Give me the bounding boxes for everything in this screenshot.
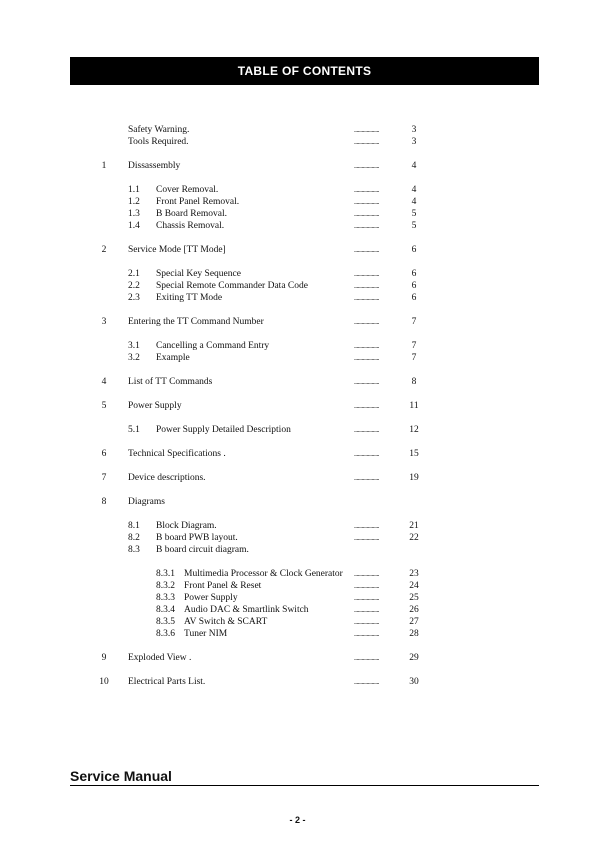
toc-entry (0, 544, 595, 556)
toc-entry-number: 8.3.2 (156, 581, 175, 591)
toc-entry-number: 7 (101, 473, 107, 483)
toc-entry-label: Technical Specifications . (128, 449, 226, 459)
toc-entry-page: 4 (411, 161, 417, 171)
toc-entry (0, 136, 595, 148)
toc-entry-number: 3.1 (128, 341, 140, 351)
toc-entry (0, 448, 595, 460)
toc-entry-number: 2.1 (128, 269, 140, 279)
toc-leader-dots: .................... (354, 138, 379, 146)
toc-entry-number: 10 (99, 677, 109, 687)
toc-leader-dots: .................... (354, 198, 379, 206)
toc-leader-dots: .................... (354, 570, 379, 578)
toc-leader-dots: .................... (354, 210, 379, 218)
toc-entry-number: 1.1 (128, 185, 140, 195)
toc-entry-page: 11 (409, 401, 419, 411)
toc-entry-page: 29 (409, 653, 419, 663)
toc-leader-dots: .................... (354, 354, 379, 362)
toc-leader-dots: .................... (354, 162, 379, 170)
toc-leader-dots: .................... (354, 270, 379, 278)
toc-leader-dots: .................... (354, 654, 379, 662)
toc-entry (0, 568, 595, 580)
toc-entry-label: Multimedia Processor & Clock Generator (184, 569, 343, 579)
toc-leader-dots: .................... (354, 246, 379, 254)
toc-leader-dots: .................... (354, 294, 379, 302)
toc-entry (0, 592, 595, 604)
toc-leader-dots: .................... (354, 126, 379, 134)
toc-entry-label: Electrical Parts List. (128, 677, 206, 687)
toc-entry-label: Dissassembly (128, 161, 181, 171)
toc-entry-page: 7 (411, 341, 417, 351)
toc-entry-label: Tools Required. (128, 137, 189, 147)
toc-entry-label: Front Panel Removal. (156, 197, 240, 207)
toc-entry-label: Chassis Removal. (156, 221, 225, 231)
toc-entry-label: Safety Warning. (128, 125, 190, 135)
toc-entry (0, 208, 595, 220)
toc-leader-dots: .................... (354, 282, 379, 290)
toc-entry-number: 8.3.4 (156, 605, 175, 615)
toc-leader-dots: .................... (354, 678, 379, 686)
toc-entry (0, 520, 595, 532)
toc-entry (0, 532, 595, 544)
toc-entry-label: Diagrams (128, 497, 165, 507)
toc-entry-label: Example (156, 353, 190, 363)
toc-entry-page: 8 (411, 377, 417, 387)
toc-entry-label: Tuner NIM (184, 629, 228, 639)
toc-entry (0, 196, 595, 208)
toc-header-banner (70, 57, 539, 85)
toc-entry-number: 4 (101, 377, 107, 387)
toc-entry-number: 8.1 (128, 521, 140, 531)
toc-entry-number: 1.3 (128, 209, 140, 219)
toc-entry-label: Power Supply (184, 593, 238, 603)
toc-entry-label: B board circuit diagram. (156, 545, 249, 555)
toc-entry-number: 8.3.5 (156, 617, 175, 627)
toc-entry-number: 6 (101, 449, 107, 459)
toc-entry-page: 26 (409, 605, 419, 615)
footer-title: Service Manual (70, 768, 172, 784)
toc-entry-number: 8.2 (128, 533, 140, 543)
toc-entry (0, 316, 595, 328)
toc-leader-dots: .................... (354, 222, 379, 230)
toc-leader-dots: .................... (354, 186, 379, 194)
toc-entry-label: B board PWB layout. (156, 533, 238, 543)
toc-entry-label: Cover Removal. (156, 185, 219, 195)
toc-entry-page: 27 (409, 617, 419, 627)
toc-entry-page: 6 (411, 281, 417, 291)
toc-entry-page: 23 (409, 569, 419, 579)
toc-entry-label: Front Panel & Reset (184, 581, 262, 591)
toc-entry-page: 5 (411, 221, 417, 231)
toc-entry-page: 15 (409, 449, 419, 459)
toc-entry-page: 25 (409, 593, 419, 603)
toc-entry (0, 424, 595, 436)
toc-entry-label: Service Mode [TT Mode] (128, 245, 226, 255)
toc-leader-dots: .................... (354, 378, 379, 386)
toc-entry (0, 340, 595, 352)
toc-entry (0, 352, 595, 364)
toc-entry-number: 9 (101, 653, 107, 663)
footer-rule (70, 785, 539, 786)
toc-entry-page: 3 (411, 125, 417, 135)
toc-entry-page: 12 (409, 425, 419, 435)
toc-entry-page: 3 (411, 137, 417, 147)
toc-entry (0, 280, 595, 292)
toc-leader-dots: .................... (354, 342, 379, 350)
toc-entry (0, 268, 595, 280)
toc-entry-number: 8.3.3 (156, 593, 175, 603)
toc-entry-label: B Board Removal. (156, 209, 227, 219)
toc-title: TABLE OF CONTENTS (237, 64, 372, 78)
toc-entry-number: 2.3 (128, 293, 140, 303)
toc-entry-label: Power Supply Detailed Description (156, 425, 291, 435)
toc-entry-page: 30 (409, 677, 419, 687)
toc-leader-dots: .................... (354, 594, 379, 602)
toc-entry-number: 1 (101, 161, 107, 171)
toc-entry (0, 292, 595, 304)
toc-entry-label: AV Switch & SCART (184, 617, 268, 627)
toc-entry-label: Power Supply (128, 401, 182, 411)
toc-entry (0, 244, 595, 256)
toc-entry-number: 3 (101, 317, 107, 327)
toc-entry-page: 6 (411, 293, 417, 303)
toc-entry-label: Cancelling a Command Entry (156, 341, 270, 351)
toc-entry (0, 580, 595, 592)
toc-entry-label: Special Key Sequence (156, 269, 241, 279)
toc-leader-dots: .................... (354, 522, 379, 530)
toc-entry-page: 6 (411, 269, 417, 279)
toc-entry-number: 1.2 (128, 197, 140, 207)
toc-leader-dots: .................... (354, 450, 379, 458)
toc-entry (0, 400, 595, 412)
toc-entry (0, 628, 595, 640)
toc-entry (0, 220, 595, 232)
toc-entry-number: 8.3.6 (156, 629, 175, 639)
toc-leader-dots: .................... (354, 474, 379, 482)
toc-entry-page: 4 (411, 197, 417, 207)
toc-entry-page: 22 (409, 533, 419, 543)
toc-entry (0, 604, 595, 616)
toc-entry-label: Exploded View . (128, 653, 192, 663)
toc-entry (0, 496, 595, 508)
toc-leader-dots: .................... (354, 618, 379, 626)
toc-entry-number: 8 (101, 497, 107, 507)
toc-entry (0, 376, 595, 388)
toc-entry-number: 5.1 (128, 425, 140, 435)
toc-entry-page: 28 (409, 629, 419, 639)
toc-entry (0, 676, 595, 688)
page-number: - 2 - (289, 815, 306, 825)
toc-entry-label: Audio DAC & Smartlink Switch (184, 605, 309, 615)
toc-entry-label: List of TT Commands (128, 377, 213, 387)
toc-leader-dots: .................... (354, 606, 379, 614)
toc-entry (0, 124, 595, 136)
toc-leader-dots: .................... (354, 426, 379, 434)
toc-entry-page: 7 (411, 317, 417, 327)
toc-entry-label: Block Diagram. (156, 521, 217, 531)
toc-entry-label: Entering the TT Command Number (128, 317, 264, 327)
toc-entry-page: 24 (409, 581, 419, 591)
toc-entry-number: 8.3 (128, 545, 140, 555)
toc-entry (0, 616, 595, 628)
toc-entry-label: Device descriptions. (128, 473, 206, 483)
toc-entry-number: 3.2 (128, 353, 140, 363)
toc-entry-number: 2.2 (128, 281, 140, 291)
toc-leader-dots: .................... (354, 318, 379, 326)
toc-entry (0, 652, 595, 664)
toc-entry (0, 472, 595, 484)
toc-entry-page: 4 (411, 185, 417, 195)
toc-entry-page: 19 (409, 473, 419, 483)
toc-leader-dots: .................... (354, 402, 379, 410)
toc-entry-label: Exiting TT Mode (156, 293, 223, 303)
toc-entry-number: 8.3.1 (156, 569, 175, 579)
toc-leader-dots: .................... (354, 582, 379, 590)
toc-entry-page: 7 (411, 353, 417, 363)
toc-leader-dots: .................... (354, 534, 379, 542)
toc-leader-dots: .................... (354, 630, 379, 638)
toc-entry-number: 1.4 (128, 221, 140, 231)
toc-entry-number: 5 (101, 401, 107, 411)
toc-entry-page: 6 (411, 245, 417, 255)
toc-entry (0, 184, 595, 196)
toc-entry (0, 160, 595, 172)
toc-entry-page: 21 (409, 521, 419, 531)
toc-entry-page: 5 (411, 209, 417, 219)
toc-entry-number: 2 (101, 245, 107, 255)
toc-entry-label: Special Remote Commander Data Code (156, 281, 308, 291)
